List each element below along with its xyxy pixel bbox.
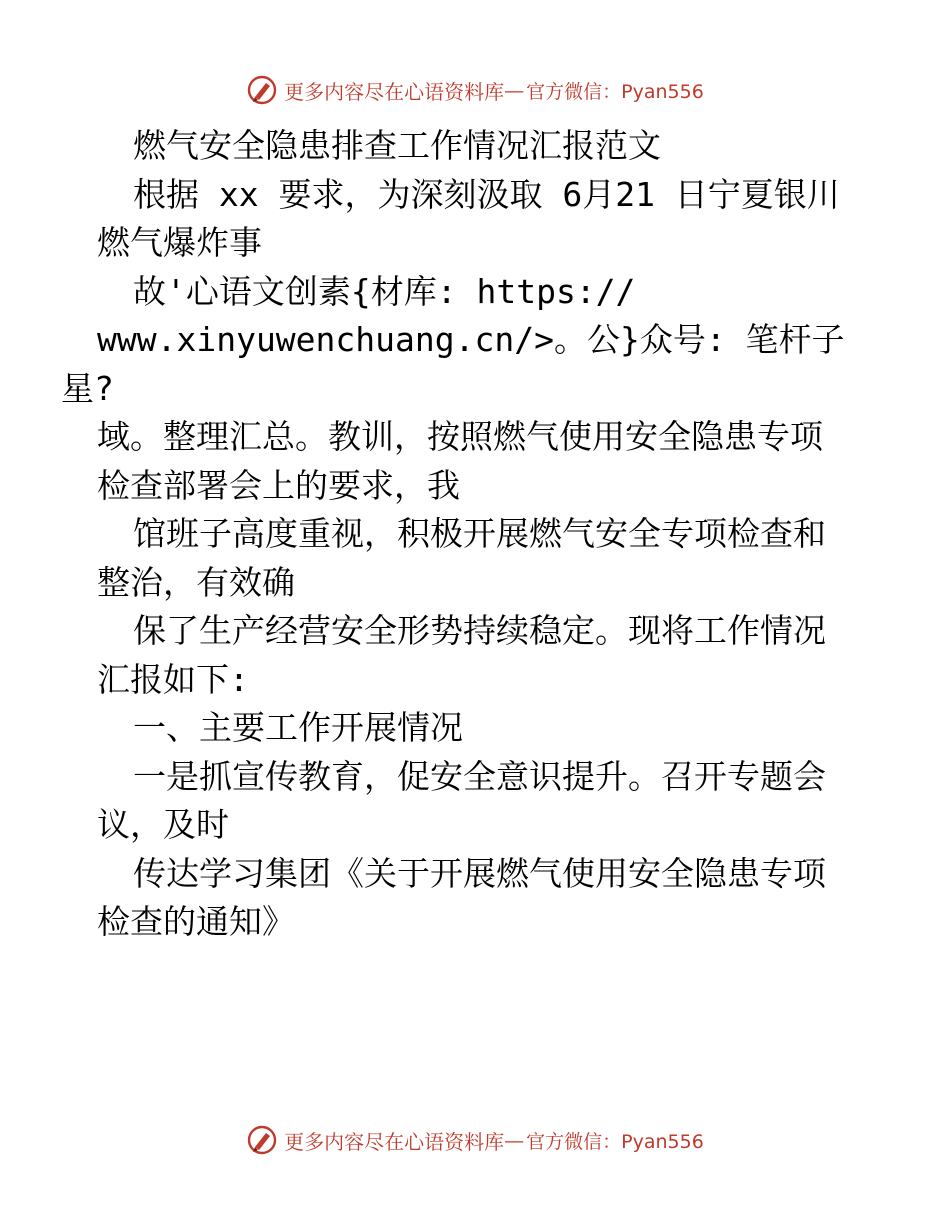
paragraph-line: www.xinyuwenchuang.cn/>。公}众号: 笔杆子星? xyxy=(61,320,845,408)
banner-site-text: 更多内容尽在心语资料库 xyxy=(284,79,505,104)
paragraph-line: 根据 xx 要求，为深刻汲取 6月21 日宁夏银川 xyxy=(133,174,840,214)
paragraph-line: 检查的通知》 xyxy=(97,902,295,941)
paragraph-line: 传达学习集团《关于开展燃气使用安全隐患专项 xyxy=(133,853,826,893)
paragraph xyxy=(97,607,857,704)
paragraph-line: 故'心语文创素{材库: https:// xyxy=(133,271,636,311)
paragraph-line: 议，及时 xyxy=(97,805,229,844)
pen-logo-icon xyxy=(246,1124,278,1156)
paragraph xyxy=(97,753,857,850)
paragraph-line: 保了生产经营安全形势持续稳定。现将工作情况 xyxy=(133,611,826,650)
banner-site-text: 更多内容尽在心语资料库 xyxy=(284,1129,505,1154)
paragraph-line: 馆班子高度重视，积极开展燃气安全专项检查和 xyxy=(133,514,826,553)
paragraph xyxy=(97,850,857,947)
banner-wechat-label: 官方微信：Pyan556 xyxy=(526,1130,704,1153)
paragraph-line: 汇报如下: xyxy=(97,659,249,699)
document-title: 燃气安全隐患排查工作情况汇报范文 xyxy=(133,126,661,165)
paragraph-line: 一、主要工作开展情况 xyxy=(133,708,463,747)
paragraph-line: 整治，有效确 xyxy=(97,562,295,602)
banner-wechat-label: 官方微信：Pyan556 xyxy=(526,80,704,103)
paragraph xyxy=(97,171,857,268)
document-body xyxy=(61,122,857,947)
paragraph xyxy=(61,268,857,511)
header-banner xyxy=(0,70,950,110)
paragraph-line: 燃气爆炸事 xyxy=(97,223,262,262)
paragraph-line: 一是抓宣传教育，促安全意识提升。召开专题会 xyxy=(133,756,826,796)
banner-separator: — xyxy=(504,78,525,102)
paragraph xyxy=(97,510,857,607)
paragraph-line: 检查部署会上的要求，我 xyxy=(97,465,460,505)
banner-separator: — xyxy=(504,1128,525,1152)
footer-banner xyxy=(0,1120,950,1160)
paragraph-line: 域。整理汇总。教训，按照燃气使用安全隐患专项 xyxy=(97,417,823,456)
document-paragraphs xyxy=(61,171,857,947)
paragraph xyxy=(97,704,857,753)
pen-logo-icon xyxy=(246,74,278,106)
